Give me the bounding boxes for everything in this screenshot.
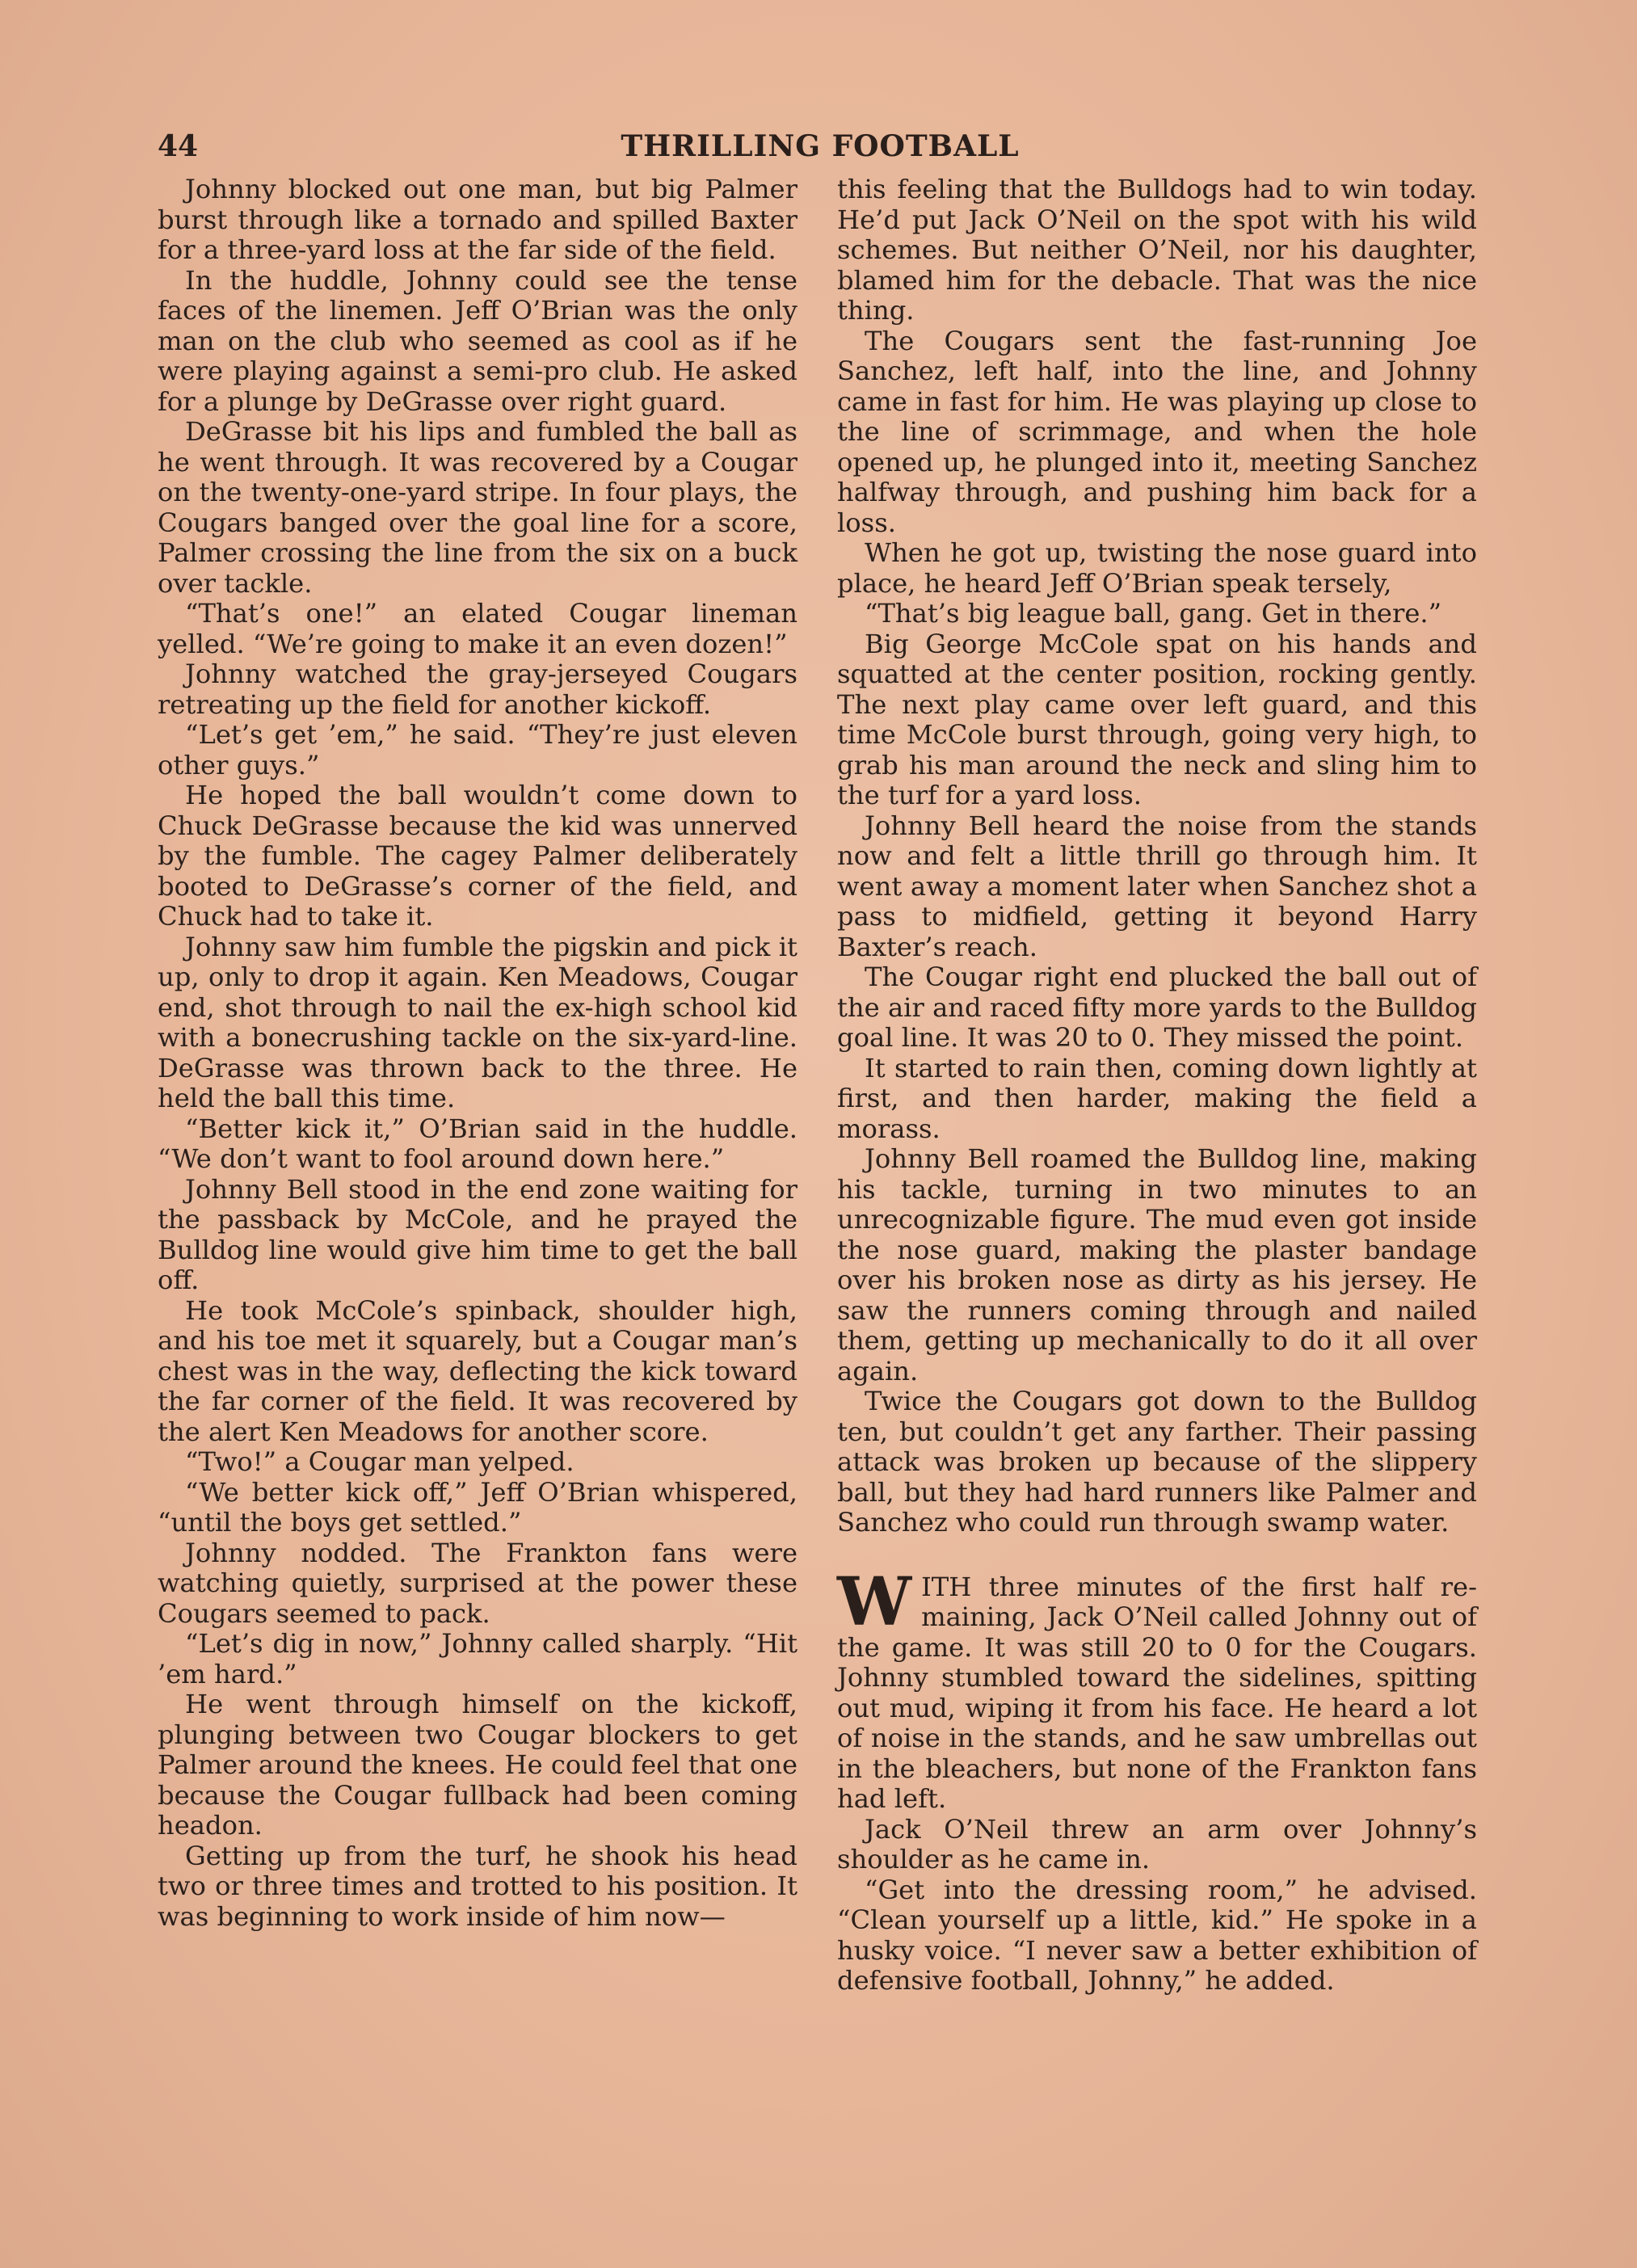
section-break: [837, 1538, 1477, 1572]
paragraph: Johnny nodded. The Frankton fans were watching quietly, surprised at the power these Cougars seemed to pack.: [158, 1537, 797, 1629]
paragraph: “We better kick off,” Jeff O’Brian whispered, “until the boys get settled.”: [158, 1476, 797, 1538]
page-number: 44: [158, 129, 199, 163]
paragraph: Jack O’Neil threw an arm over Johnny’s shoulder as he came in.: [837, 1813, 1477, 1875]
paragraph: this feeling that the Bulldogs had to win today. He’d put Jack O’Neil on the spot with his wild schemes. But neither O’Neil, nor his daughter, blamed him for the debacle. That was the nice thing.: [837, 174, 1477, 326]
page-header: [158, 129, 1483, 170]
paragraph: Johnny Bell roamed the Bulldog line, making his tackle, turning in two minutes to an unrecognizable figure. The mud even got inside the nose guard, making the plaster bandage over his broken nose as dirty as his jersey. He saw the runners coming through and nailed them, getting up mechanically to do it all over again.: [837, 1143, 1477, 1386]
paragraph: He took McCole’s spinback, shoulder high, and his toe met it squarely, but a Cougar man’s chest was in the way, deflecting the kick toward the far corner of the field. It was recovered by the alert Ken Meadows for another score.: [158, 1294, 797, 1447]
section-opening-paragraph: [837, 1563, 1477, 1815]
drop-cap: W: [837, 1563, 912, 1641]
paragraph: When he got up, twisting the nose guard into place, he heard Jeff O’Brian speak tersely,: [837, 537, 1477, 599]
paragraph: The Cougars sent the fast-running Joe Sanchez, left half, into the line, and Johnny came in fast for him. He was playing up close to the line of scrimmage, and when the hole opened up, he plunged into it, meeting Sanchez halfway through, and pushing him back for a loss.: [837, 325, 1477, 538]
left-column: [158, 175, 797, 1932]
paragraph: He went through himself on the kickoff, plunging between two Cougar blockers to get Palmer around the knees. He could feel that one because the Cougar fullback had been coming headon.: [158, 1689, 797, 1841]
running-title: THRILLING FOOTBALL: [621, 129, 1020, 163]
paragraph: DeGrasse bit his lips and fumbled the ball as he went through. It was recovered by a Cougar on the twenty-one-yard stripe. In four plays, the Cougars banged over the goal line for a score, Palmer crossing the line from the six on a buck over tackle.: [158, 416, 797, 599]
paragraph: In the huddle, Johnny could see the tense faces of the linemen. Jeff O’Brian was the only man on the club who seemed as cool as if he were playing against a semi-pro club. He asked for a plunge by DeGrasse over right guard.: [158, 264, 797, 417]
right-column: [837, 175, 1477, 1997]
paragraph: Johnny Bell stood in the end zone waiting for the passback by McCole, and he prayed the Bulldog line would give him time to get the ball off.: [158, 1173, 797, 1295]
paragraph: He hoped the ball wouldn’t come down to Chuck DeGrasse because the kid was unnerved by the fumble. The cagey Palmer deliberately booted to DeGrasse’s corner of the field, and Chuck had to take it.: [158, 780, 797, 932]
paragraph: “Two!” a Cougar man yelped.: [185, 1446, 574, 1477]
paragraph: Johnny saw him fumble the pigskin and pick it up, only to drop it again. Ken Meadows, Cougar end, shot through to nail the ex-high school kid with a bonecrushing tackle on the six-yard-line. DeGrasse was thrown back to the three. He held the ball this time.: [158, 931, 797, 1113]
paragraph: The Cougar right end plucked the ball out of the air and raced fifty more yards to the Bulldog goal line. It was 20 to 0. They missed the point.: [837, 961, 1477, 1053]
paragraph: “Let’s dig in now,” Johnny called sharply. “Hit ’em hard.”: [158, 1628, 797, 1689]
paragraph: Johnny Bell heard the noise from the stands now and felt a little thrill go through him. It went away a moment later when Sanchez shot a pass to midfield, getting it beyond Harry Baxter’s reach.: [837, 810, 1477, 962]
paragraph: Big George McCole spat on his hands and squatted at the center position, rocking gently. The next play came over left guard, and this time McCole burst through, going very high, to grab his man around the neck and sling him to the turf for a yard loss.: [837, 628, 1477, 810]
paragraph: Johnny watched the gray-jerseyed Cougars retreating up the field for another kickoff.: [158, 659, 797, 720]
paragraph: “Better kick it,” O’Brian said in the huddle. “We don’t want to fool around down here.”: [158, 1113, 797, 1174]
paragraph: It started to rain then, coming down lightly at first, and then harder, making the field a morass.: [837, 1052, 1477, 1144]
paragraph: “Let’s get ’em,” he said. “They’re just eleven other guys.”: [158, 719, 797, 781]
paragraph: “That’s one!” an elated Cougar lineman yelled. “We’re going to make it an even dozen!”: [158, 598, 797, 659]
paragraph: “Get into the dressing room,” he advised. “Clean yourself up a little, kid.” He spoke in a husky voice. “I never saw a better exhibition of defensive football, Johnny,” he added.: [837, 1874, 1477, 1996]
paragraph: Twice the Cougars got down to the Bulldog ten, but couldn’t get any farther. Their passing attack was broken up because of the slippery ball, but they had hard runners like Palmer and Sanchez who could run through swamp water.: [837, 1386, 1477, 1538]
paragraph-text: ITH three minutes of the first half remaining, Jack O’Neil called Johnny out of the game. It was still 20 to 0 for the Cougars. Johnny stumbled toward the sidelines, spitting out mud, wiping it from his face. He heard a lot of noise in the stands, and he saw umbrellas out in the bleachers, but none of the Frankton fans had left.: [837, 1571, 1477, 1814]
paragraph: “That’s big league ball, gang. Get in there.”: [865, 598, 1442, 629]
paragraph: Johnny blocked out one man, but big Palmer burst through like a tornado and spilled Baxter for a three-yard loss at the far side of the field.: [158, 174, 797, 265]
paragraph: Getting up from the turf, he shook his head two or three times and trotted to his position. It was beginning to work inside of him now—: [158, 1840, 797, 1932]
